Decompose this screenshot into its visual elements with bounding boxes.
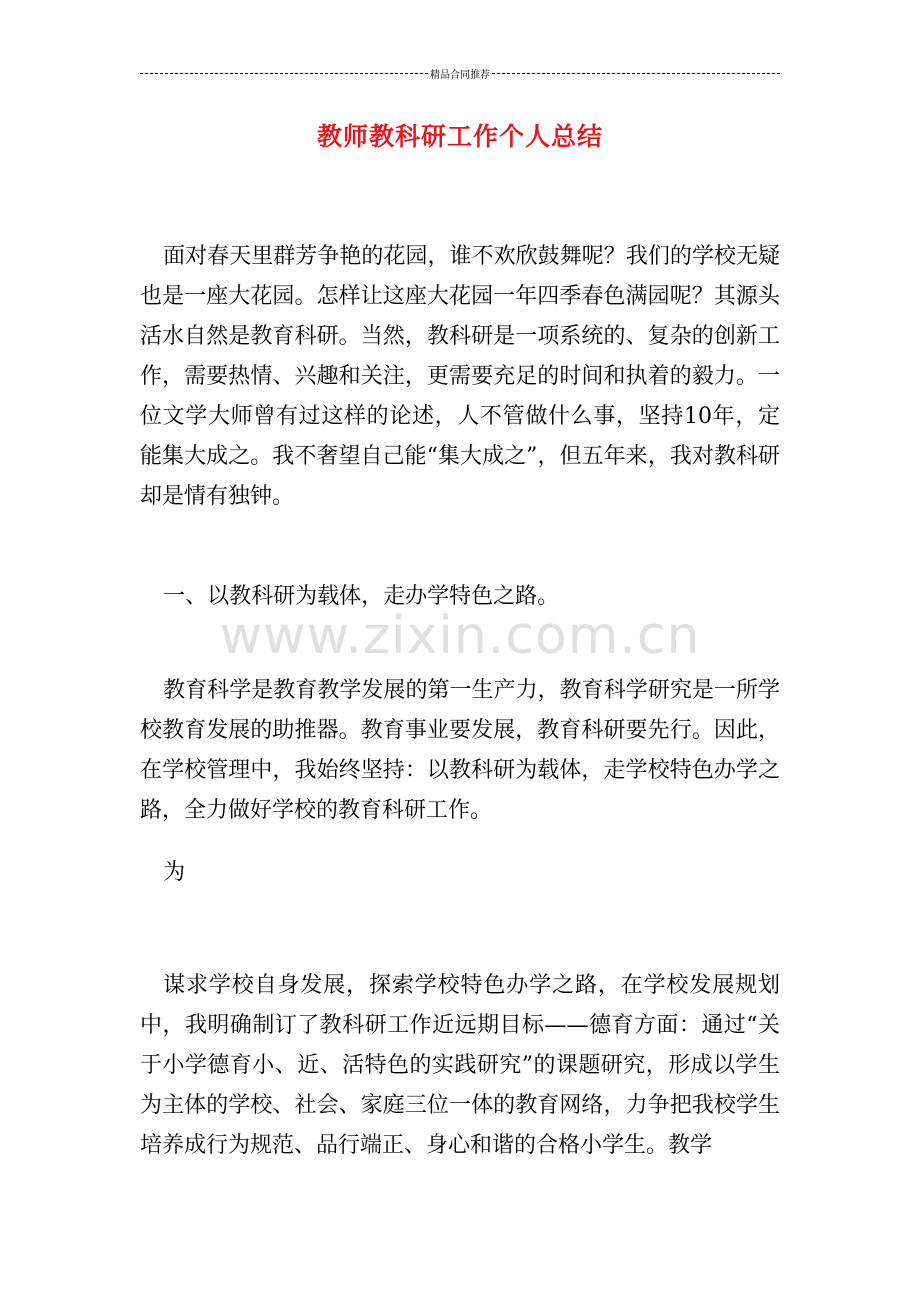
paragraph-text: 谋求学校自身发展，探索学校特色办学之路，在学校发展规划中，我明确制订了教科研工作近远期目标——德育方面：通过“关于小学德育小、近、活特色的实践研究”的课题研究，形成以学生为主体的学校、社会、家庭三位一体的教育网络，力争把我校学生培养成行为规范、品行端正、身心和谐的合格小学生。教学 [140,973,780,1158]
page-header [140,66,780,81]
paragraph-goals [140,966,780,1166]
header-label: 精品合同推荐 [430,70,490,81]
paragraph-science [140,671,780,831]
section-heading [140,577,780,617]
paragraph-intro [140,237,780,517]
paragraph-text: 面对春天里群芳争艳的花园，谁不欢欣鼓舞呢？我们的学校无疑也是一座大花园。怎样让这座大花园一年四季春色满园呢？其源头活水自然是教育科研。当然，教科研是一项系统的、复杂的创新工作，需要热情、兴趣和关注，更需要充足的时间和执着的毅力。一位文学大师曾有过这样的论述，人不管做什么事，坚持10年，定能集大成之。我不奢望自己能“集大成之”，但五年来，我对教科研却是情有独钟。 [140,244,780,509]
paragraph-text: 教育科学是教育教学发展的第一生产力，教育科学研究是一所学校教育发展的助推器。教育事业要发展，教育科研要先行。因此，在学校管理中，我始终坚持：以教科研为载体，走学校特色办学之路，全力做好学校的教育科研工作。 [140,678,780,823]
header-dash-right [492,73,780,74]
paragraph-fragment [140,853,780,893]
watermark: www.zixin.com.cn [219,606,701,666]
header-dash-left [140,73,428,74]
heading-text: 一、以教科研为载体，走办学特色之路。 [163,584,560,609]
paragraph-text: 为 [163,860,186,885]
document-title: 教师教科研工作个人总结 [316,122,603,151]
